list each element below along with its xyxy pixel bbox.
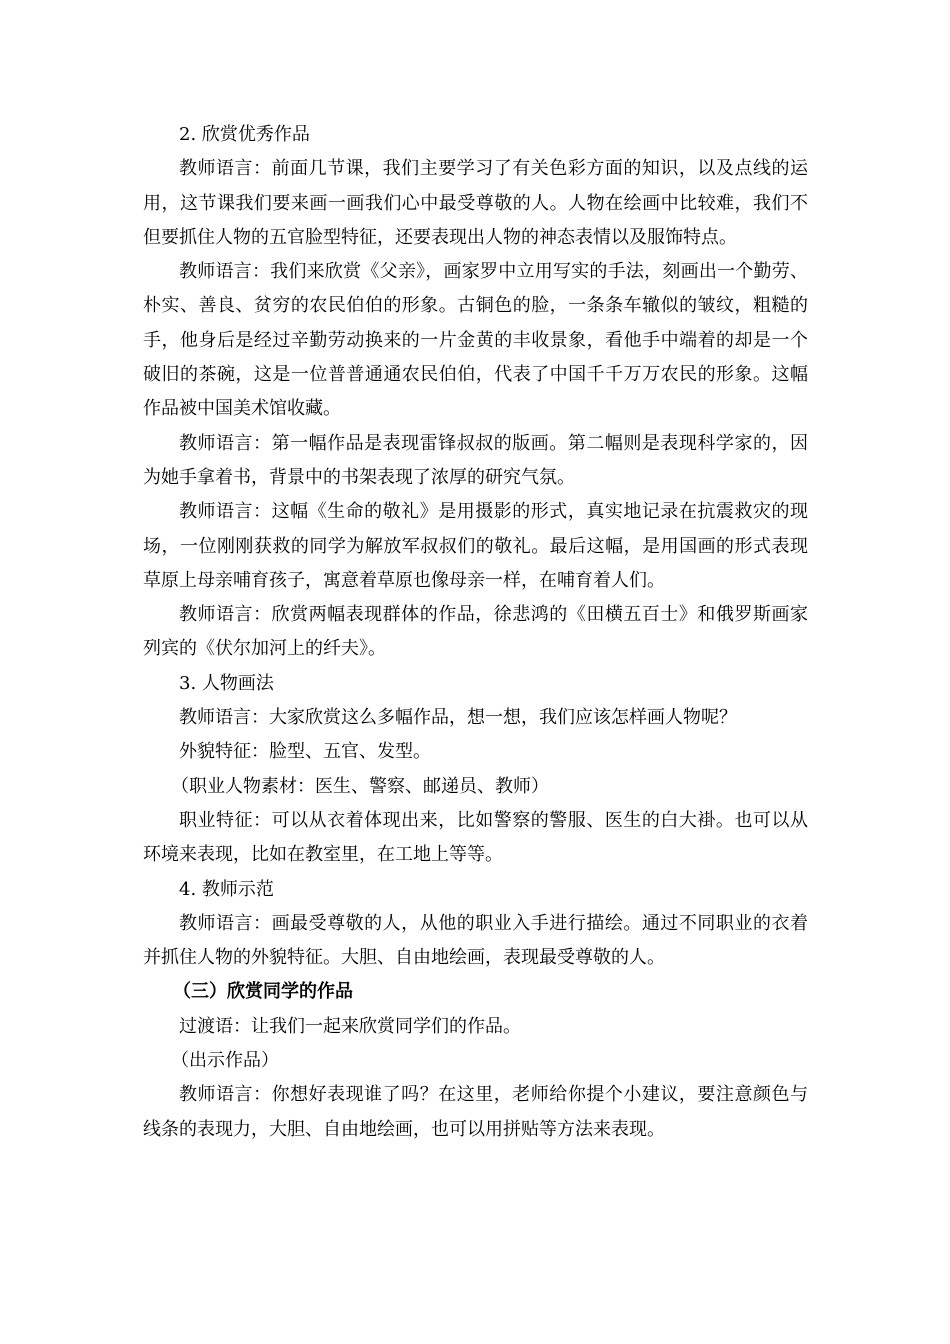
paragraph-how-to-draw: 教师语言：大家欣赏这么多幅作品，想一想，我们应该怎样画人物呢？ [179,707,737,729]
paragraph-transition: 过渡语：让我们一起来欣赏同学们的作品。 [179,1015,521,1037]
paragraph-lei-feng-print: 教师语言：第一幅作品是表现雷锋叔叔的版画。第二幅则是表现科学家的，因为她手拿着书，背景中的书架表现了浓厚的研究气氛。 [143,432,808,488]
paragraph-occupation-features: 职业特征：可以从衣着体现出来，比如警察的警服、医生的白大褂。也可以从环境来表现，比如在教室里，在工地上等等。 [143,809,808,866]
paragraph-suggestion: 教师语言：你想好表现谁了吗？在这里，老师给你提个小建议，要注意颜色与线条的表现力，大胆、自由地绘画，也可以用拼贴等方法来表现。 [143,1084,808,1140]
paragraph-occupation-materials: （职业人物素材：医生、警察、邮递员、教师） [171,775,549,797]
paragraph-teacher-intro: 教师语言：前面几节课，我们主要学习了有关色彩方面的知识，以及点线的运用，这节课我们要来画一画我们心中最受尊敬的人。人物在绘画中比较难，我们不但要抓住人物的五官脸型特征，还要表现出人物的神态表情以及服饰特点。 [143,158,808,248]
heading-appreciate-classmates: （三）欣赏同学的作品 [173,981,353,1003]
paragraph-appearance-features: 外貌特征：脸型、五官、发型。 [179,741,431,763]
section-3-title: 3. 人物画法 [179,672,274,694]
paragraph-group-works: 教师语言：欣赏两幅表现群体的作品，徐悲鸿的《田横五百士》和俄罗斯画家列宾的《伏尔加河上的纤夫》。 [143,604,808,660]
paragraph-teacher-demo: 教师语言：画最受尊敬的人，从他的职业入手进行描绘。通过不同职业的衣着并抓住人物的外貌特征。大胆、自由地绘画，表现最受尊敬的人。 [143,912,808,969]
paragraph-show-works: （出示作品） [171,1050,279,1072]
section-2-title: 2. 欣赏优秀作品 [179,124,310,145]
paragraph-salute-of-life: 教师语言：这幅《生命的敬礼》是用摄影的形式，真实地记录在抗震救灾的现场，一位刚刚获救的同学为解放军叔叔们的敬礼。最后这幅，是用国画的形式表现草原上母亲哺育孩子，寓意着草原也像母亲一样，在哺育着人们。 [143,501,808,591]
document-body [143,118,808,1147]
paragraph-father-painting: 教师语言：我们来欣赏《父亲》，画家罗中立用写实的手法，刻画出一个勤劳、朴实、善良、贫穷的农民伯伯的形象。古铜色的脸，一条条车辙似的皱纹，粗糙的手，他身后是经过辛勤劳动换来的一片金黄的丰收景象，看他手中端着的却是一个破旧的茶碗，这是一位普普通通农民伯伯，代表了中国千千万万农民的形象。这幅作品被中国美术馆收藏。 [143,261,808,420]
section-4-title: 4. 教师示范 [179,878,274,900]
